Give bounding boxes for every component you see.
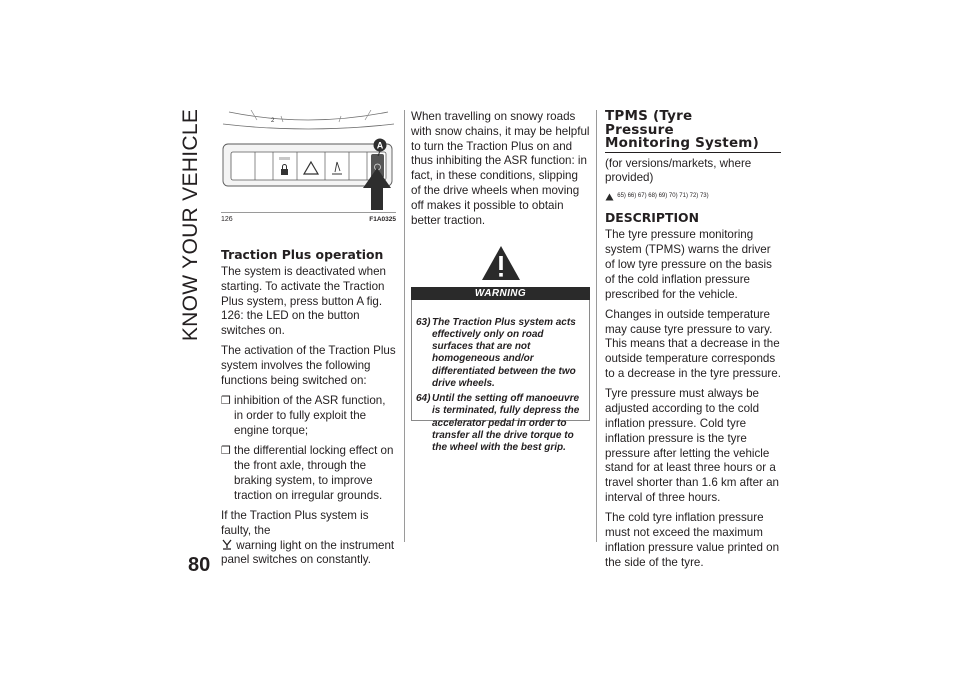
traction-heading: Traction Plus operation: [221, 247, 384, 262]
column-3: [605, 110, 783, 576]
warning-item: 64) Until the setting off manoeuvre is terminated, fully depress the accelerator pedal in order to transfer all the drive torque to the wheel with the best grip.: [416, 393, 580, 453]
tpms-paragraph: Changes in outside temperature may cause tyre pressure to vary. This means that a decrease in the outside temperature corresponds to a decrease in the tyre pressure.: [605, 307, 781, 381]
figure-code: F1A0325: [369, 216, 396, 223]
tpms-paragraph: The cold tyre inflation pressure must not exceed the maximum inflation pressure value printed on the side of the tyre.: [605, 511, 780, 569]
section-title-text: KNOW YOUR VEHICLE: [179, 108, 202, 342]
traction-paragraph-1: The system is deactivated when starting. To activate the Traction Plus system, press button A fig. 126: the LED on the button switches on.: [221, 265, 386, 338]
checkbox-bullet-icon: ❒: [221, 445, 231, 458]
column-1: [221, 110, 396, 574]
warning-title: WARNING: [411, 287, 590, 300]
traction-paragraph-2: The activation of the Traction Plus system involves the following functions being switched on:: [221, 344, 396, 388]
callout-a-label: A: [376, 140, 384, 151]
tpms-availability-note: (for versions/markets, where provided): [605, 156, 752, 185]
tpms-heading: TPMS (Tyre Pressure Monitoring System): [605, 110, 781, 153]
dial-label: 2: [271, 118, 275, 124]
column-divider: [404, 110, 405, 542]
warning-symbol: [411, 244, 590, 287]
list-item: [221, 394, 396, 438]
figure-126: [221, 110, 396, 223]
bullet-text: the differential locking effect on the front axle, through the braking system, to improve traction on irregular grounds.: [234, 444, 394, 502]
warning-triangle-icon: [480, 244, 522, 282]
checkbox-bullet-icon: ❒: [221, 395, 231, 408]
dashboard-button-illustration: [221, 110, 396, 212]
column-2: [411, 110, 590, 453]
bullet-text: inhibition of the ASR function, in order to fully exploit the engine torque;: [234, 394, 386, 437]
section-side-title: [176, 110, 206, 340]
traction-warning-light-icon: [221, 539, 233, 550]
tpms-paragraph: The tyre pressure monitoring system (TPMS) warns the driver of low tyre pressure on the basis of the cold inflation pressure prescribed for the vehicle.: [605, 228, 772, 301]
description-heading: DESCRIPTION: [605, 210, 699, 226]
warning-small-icon: [605, 193, 614, 201]
warning-box: [411, 300, 590, 453]
figure-number: 126: [221, 216, 233, 223]
list-item: [221, 444, 396, 503]
warning-item: 63) The Traction Plus system acts effectively only on road surfaces that are not homogeneous and/or differentiated between the two drive wheels.: [416, 316, 576, 389]
fault-paragraph: If the Traction Plus system is faulty, the warning light on the instrument panel switches on constantly.: [221, 508, 395, 567]
snow-chains-paragraph: When travelling on snowy roads with snow chains, it may be helpful to turn the Traction Plus on and thus inhibiting the ASR function: in fact, in these conditions, slipping of the drive wheels when moving off makes it possible to obtain better traction.: [411, 110, 590, 227]
page-number: 80: [188, 554, 211, 576]
tpms-paragraph: Tyre pressure must always be adjusted according to the cold inflation pressure. Cold tyre inflation pressure is the tyre pressure after letting the vehicle stand for at least three hours or a travel shorter than 1.6 km after an interval of three hours.: [605, 387, 779, 504]
column-divider: [596, 110, 597, 542]
tpms-references: 65) 66) 67) 68) 69) 70) 71) 72) 73): [605, 189, 783, 204]
